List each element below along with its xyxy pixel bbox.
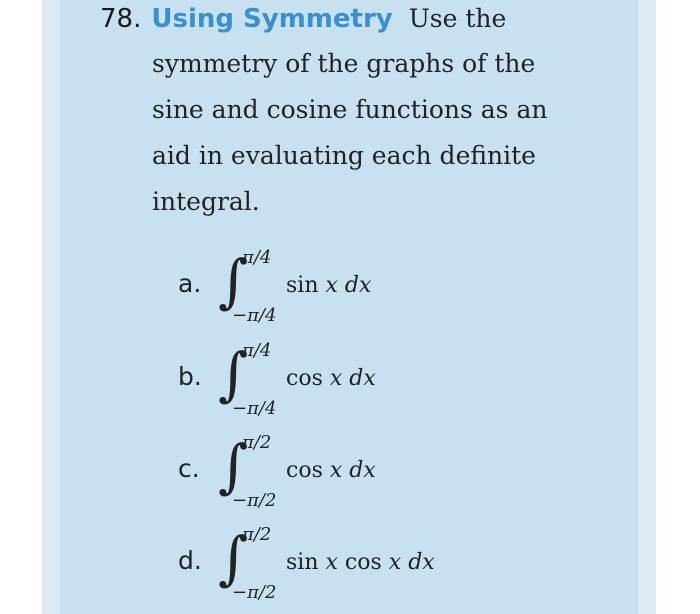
variable: x: [329, 366, 343, 391]
part-d: [178, 524, 598, 604]
differential-d: d: [408, 550, 423, 575]
variable: x: [329, 458, 343, 483]
function-name: cos: [286, 458, 323, 483]
variable: x: [325, 273, 338, 298]
differential-variable: x: [359, 273, 372, 298]
integrand: [286, 458, 376, 483]
problem-body: [152, 41, 592, 225]
problem-line: sine and cosine functions as an: [152, 95, 548, 124]
integral-sign: ∫: [218, 340, 249, 408]
differential-variable: x: [363, 458, 376, 483]
variable: x: [325, 550, 338, 575]
part-b: [178, 340, 598, 420]
differential-variable: x: [363, 366, 376, 391]
integrand: [286, 550, 435, 575]
function-name: sin: [286, 273, 319, 298]
problem-line: symmetry of the graphs of the: [152, 49, 536, 78]
integral-sign: ∫: [218, 432, 249, 500]
integrand: [286, 273, 371, 298]
function-name: cos: [286, 366, 323, 391]
problem-lead-text: Use the: [408, 4, 507, 33]
variable: x: [388, 550, 402, 575]
differential-d: d: [344, 273, 360, 298]
part-label: c.: [178, 454, 200, 483]
problem-line: integral.: [152, 187, 260, 216]
part-label: b.: [178, 362, 202, 391]
function-name: cos: [344, 550, 382, 575]
integral-sign: ∫: [218, 524, 249, 592]
differential-variable: x: [422, 550, 435, 575]
lower-limit: −π/4: [232, 305, 277, 326]
lower-limit: −π/4: [232, 398, 277, 419]
function-name: sin: [286, 550, 319, 575]
upper-limit: π/2: [242, 432, 272, 453]
part-label: d.: [178, 546, 202, 575]
integrand: [286, 366, 376, 391]
part-label: a.: [178, 269, 202, 298]
problem-title: Using Symmetry: [151, 4, 393, 34]
upper-limit: π/2: [242, 524, 272, 545]
problem-heading: [100, 0, 506, 38]
upper-limit: π/4: [242, 340, 272, 361]
lower-limit: −π/2: [232, 490, 277, 511]
lower-limit: −π/2: [232, 582, 277, 603]
problem-line: aid in evaluating each definite: [152, 141, 536, 170]
problem-number: 78.: [100, 4, 142, 34]
differential-d: d: [349, 458, 364, 483]
integral-sign: ∫: [218, 247, 249, 315]
part-c: [178, 432, 598, 512]
differential-d: d: [349, 366, 364, 391]
part-a: [178, 247, 598, 327]
upper-limit: π/4: [242, 247, 272, 268]
